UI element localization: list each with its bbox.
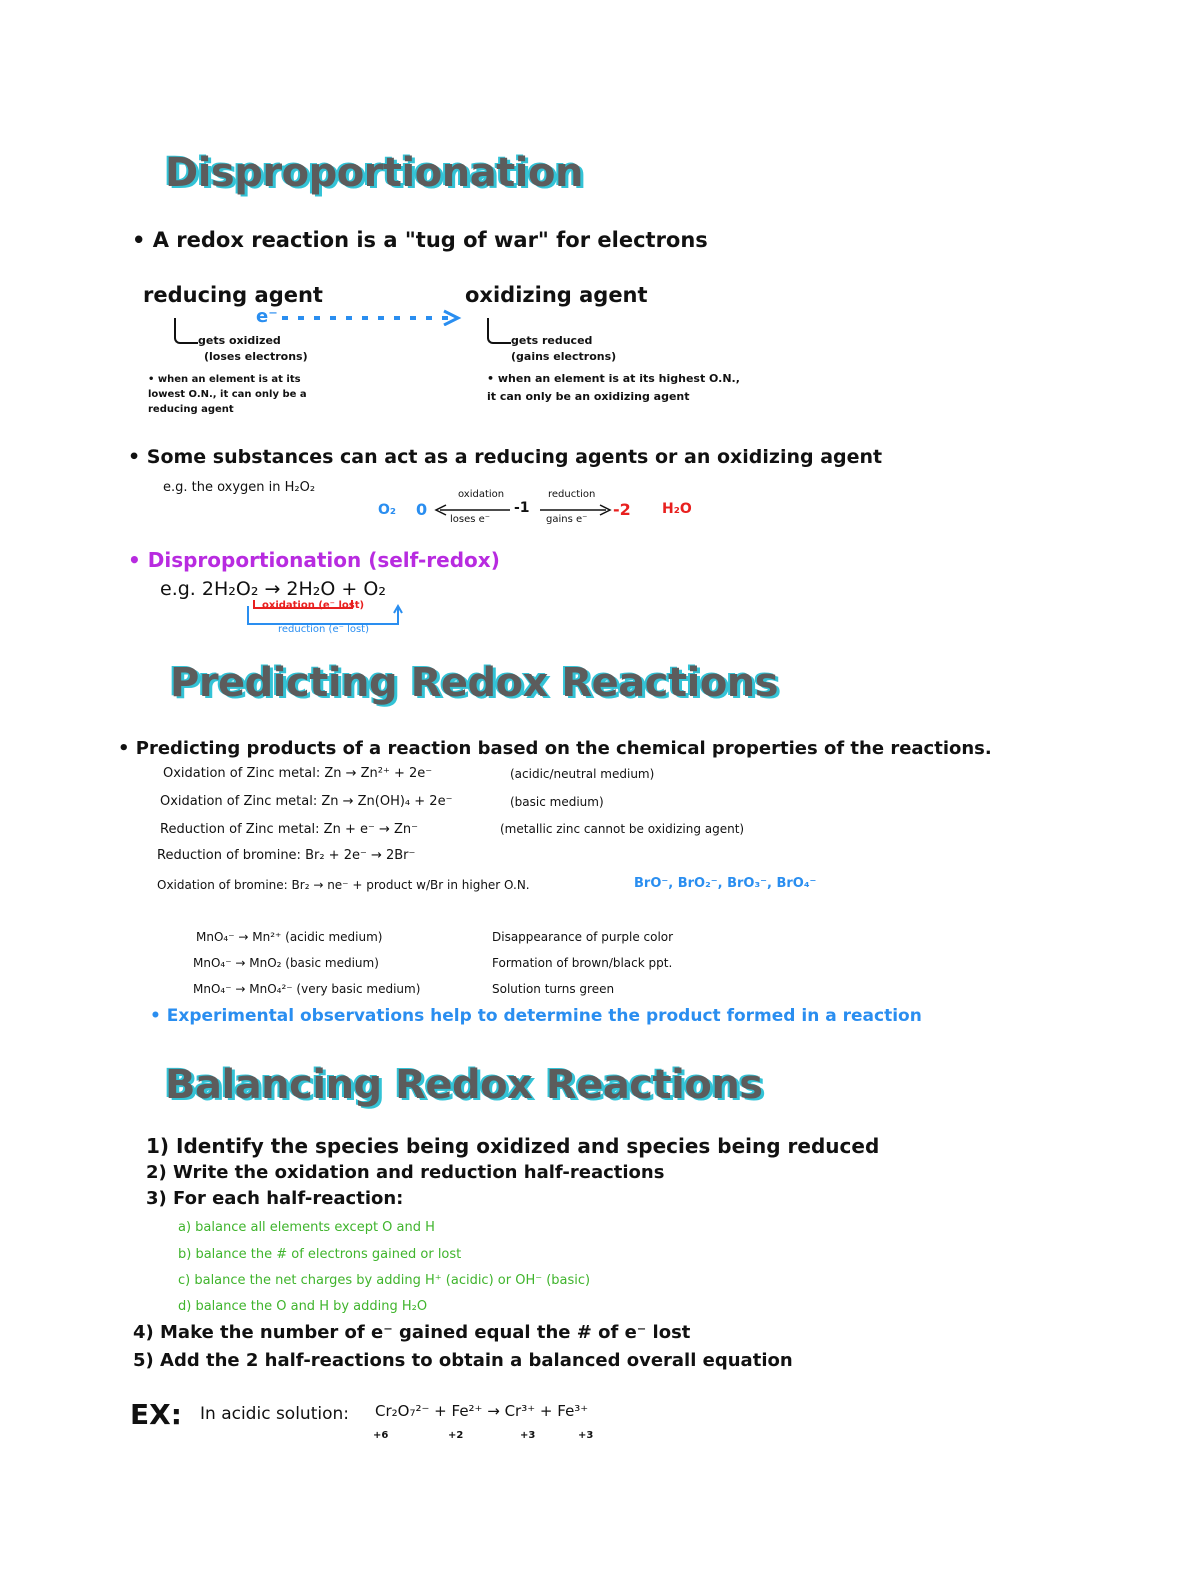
highest-on-note-2: it can only be an oxidizing agent [487, 390, 690, 403]
balancing-step-5: 5) Add the 2 half-reactions to obtain a balanced overall equation [133, 1350, 793, 1371]
oxygen-example: e.g. the oxygen in H₂O₂ [163, 480, 316, 495]
on-minus-one: -1 [514, 500, 530, 516]
experimental-observations-note: • Experimental observations help to determine the product formed in a reaction [150, 1006, 922, 1026]
electron-transfer-arrow [280, 306, 465, 326]
balancing-step-1: 1) Identify the species being oxidized and species being reduced [146, 1134, 880, 1158]
bromine-oxidation-products: BrO⁻, BrO₂⁻, BrO₃⁻, BrO₄⁻ [634, 876, 817, 891]
balancing-step-2: 2) Write the oxidation and reduction half-reactions [146, 1162, 665, 1183]
example-label: EX: [130, 1398, 182, 1431]
lowest-on-note-1: • when an element is at its [148, 374, 301, 385]
reducing-agent-label: reducing agent [143, 283, 323, 307]
zinc-line-2-right: (basic medium) [510, 795, 604, 809]
example-condition: In acidic solution: [200, 1404, 349, 1424]
disproportionation-bullet: • Disproportionation (self-redox) [128, 548, 500, 572]
permanganate-very-basic-observation: Solution turns green [492, 982, 615, 996]
oxidizing-agent-label: oxidizing agent [465, 283, 648, 307]
zinc-line-1-right: (acidic/neutral medium) [510, 767, 655, 781]
lowest-on-note-3: reducing agent [148, 404, 234, 415]
balancing-substep-d: d) balance the O and H by adding H₂O [178, 1299, 428, 1314]
balancing-substep-a: a) balance all elements except O and H [178, 1220, 435, 1235]
reduction-e-lost-label: reduction (e⁻ lost) [278, 624, 370, 635]
balancing-substep-b: b) balance the # of electrons gained or lost [178, 1247, 462, 1262]
oxidation-number-3: +3 [520, 1430, 536, 1441]
oxidation-number-4: +3 [578, 1430, 594, 1441]
tug-of-war-bullet: • A redox reaction is a "tug of war" for electrons [132, 228, 708, 252]
h2o-label: H₂O [662, 501, 692, 517]
zinc-line-3-left: Reduction of Zinc metal: Zn + e⁻ → Zn⁻ [160, 822, 418, 837]
bromine-oxidation-line: Oxidation of bromine: Br₂ → ne⁻ + product w/Br in higher O.N. [157, 878, 530, 892]
disproportionation-equation: e.g. 2H₂O₂ → 2H₂O + O₂ [160, 578, 386, 600]
reducing-agent-hook [174, 318, 198, 344]
lowest-on-note-2: lowest O.N., it can only be a [148, 389, 307, 400]
gains-electrons-text: (gains electrons) [511, 350, 617, 363]
oxidation-number-2: +2 [448, 1430, 464, 1441]
gets-oxidized-text: gets oxidized [198, 334, 281, 347]
balancing-substep-c: c) balance the net charges by adding H⁺ (acidic) or OH⁻ (basic) [178, 1273, 591, 1288]
permanganate-acidic: MnO₄⁻ → Mn²⁺ (acidic medium) [196, 930, 383, 944]
permanganate-basic-observation: Formation of brown/black ppt. [492, 956, 673, 970]
permanganate-basic: MnO₄⁻ → MnO₂ (basic medium) [193, 956, 379, 970]
oxidation-number-1: +6 [373, 1430, 389, 1441]
permanganate-acidic-observation: Disappearance of purple color [492, 930, 674, 944]
highest-on-note-1: • when an element is at its highest O.N., [487, 372, 740, 385]
loses-e-label: loses e⁻ [450, 514, 491, 525]
oxidation-e-lost-label: oxidation (e⁻ lost) [262, 600, 365, 611]
example-equation: Cr₂O₇²⁻ + Fe²⁺ → Cr³⁺ + Fe³⁺ [375, 1402, 589, 1420]
electron-symbol: e⁻ [256, 306, 278, 327]
zinc-line-3-right: (metallic zinc cannot be oxidizing agent) [500, 822, 745, 836]
reduction-label: reduction [548, 489, 596, 500]
balancing-step-3: 3) For each half-reaction: [146, 1188, 404, 1209]
gains-e-label: gains e⁻ [546, 514, 588, 525]
zinc-line-2-left: Oxidation of Zinc metal: Zn → Zn(OH)₄ + 2e⁻ [160, 794, 453, 809]
oxidizing-agent-hook [487, 318, 511, 344]
on-minus-two: -2 [613, 500, 631, 519]
o2-label: O₂ [378, 502, 397, 518]
balancing-step-4: 4) Make the number of e⁻ gained equal the # of e⁻ lost [133, 1322, 691, 1343]
disproportionation-heading: Disproportionation [165, 150, 583, 196]
on-zero: 0 [416, 500, 428, 519]
gets-reduced-text: gets reduced [511, 334, 593, 347]
loses-electrons-text: (loses electrons) [204, 350, 308, 363]
bromine-reduction-line: Reduction of bromine: Br₂ + 2e⁻ → 2Br⁻ [157, 848, 416, 863]
both-agents-bullet: • Some substances can act as a reducing agents or an oxidizing agent [128, 446, 883, 468]
zinc-line-1-left: Oxidation of Zinc metal: Zn → Zn²⁺ + 2e⁻ [163, 766, 433, 781]
permanganate-very-basic: MnO₄⁻ → MnO₄²⁻ (very basic medium) [193, 982, 421, 996]
oxidation-label: oxidation [458, 489, 505, 500]
predicting-bullet: • Predicting products of a reaction based on the chemical properties of the reactions. [118, 738, 992, 759]
balancing-heading: Balancing Redox Reactions [165, 1062, 763, 1108]
predicting-heading: Predicting Redox Reactions [170, 660, 779, 706]
